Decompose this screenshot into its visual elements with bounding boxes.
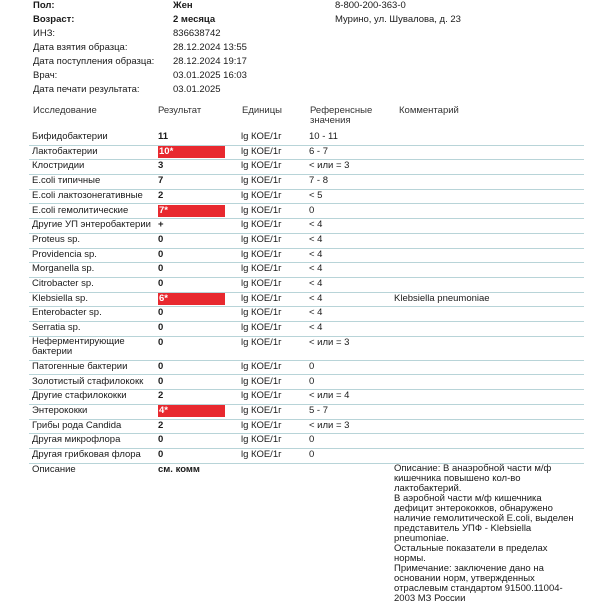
row-name: Serratia sp.: [32, 322, 81, 334]
inz-value: 836638742: [173, 28, 221, 39]
row-reference: < или = 3: [309, 160, 350, 172]
row-reference: 0: [309, 375, 315, 387]
received-date-label: Дата поступления образца:: [33, 56, 155, 67]
table-row: [29, 336, 584, 361]
table-row: [29, 145, 584, 161]
row-result: +: [158, 219, 164, 231]
row-result: 2: [158, 390, 164, 402]
row-result-flagged: 4*: [158, 405, 225, 417]
row-name: Золотистый стафилококк: [32, 375, 144, 387]
row-result: 0: [158, 336, 164, 348]
doctor-label: Врач:: [33, 70, 58, 81]
lab-address: Мурино, ул. Шувалова, д. 23: [335, 14, 461, 25]
lab-phone: 8-800-200-363-0: [335, 0, 406, 11]
row-reference: < 4: [309, 219, 323, 231]
row-unit: lg КОЕ/1г: [241, 233, 282, 245]
table-row: [29, 233, 584, 249]
row-result: 0: [158, 449, 164, 460]
row-unit: lg КОЕ/1г: [241, 278, 282, 289]
row-name: Другие стафилококки: [32, 390, 127, 402]
table-row: [29, 277, 584, 293]
table-row: [29, 248, 584, 264]
row-reference: < или = 3: [309, 419, 350, 431]
row-reference: 7 - 8: [309, 175, 329, 187]
row-result-flagged: 10*: [158, 146, 225, 158]
info-row-doctor: [0, 70, 609, 84]
row-name: Proteus sp.: [32, 233, 81, 245]
sex-label: Пол:: [33, 0, 55, 11]
row-unit: lg КОЕ/1г: [241, 322, 282, 334]
row-result-flagged: 7*: [158, 205, 225, 217]
row-name: Клостридии: [32, 160, 85, 172]
inz-label: ИНЗ:: [33, 28, 56, 39]
row-unit: lg КОЕ/1г: [241, 175, 282, 187]
row-reference: < 4: [309, 263, 323, 275]
age-label: Возраст:: [33, 14, 75, 25]
row-result: 0: [158, 322, 164, 334]
table-row: [29, 389, 584, 405]
row-result: 0: [158, 360, 164, 372]
row-result: 11: [158, 131, 169, 142]
row-reference: 0: [309, 434, 315, 446]
table-row: [29, 174, 584, 190]
print-date-label: Дата печати результата:: [33, 84, 140, 95]
row-unit: lg КОЕ/1г: [241, 434, 282, 446]
row-name: Другая грибковая флора: [32, 449, 141, 460]
table-row: [29, 448, 584, 464]
row-name: Citrobacter sp.: [32, 278, 94, 289]
row-unit: lg КОЕ/1г: [241, 204, 282, 216]
table-row: [29, 204, 584, 220]
table-row: [29, 404, 584, 420]
row-unit: lg КОЕ/1г: [241, 248, 282, 260]
row-result: 2: [158, 419, 164, 431]
row-result: 0: [158, 233, 164, 245]
row-reference: < 5: [309, 189, 323, 201]
row-result-flagged: 6*: [158, 293, 225, 305]
info-row-received: [0, 56, 609, 70]
table-row: [29, 159, 584, 175]
doctor-date-value: 03.01.2025 16:03: [173, 70, 247, 81]
row-unit: lg КОЕ/1г: [241, 390, 282, 402]
row-result: 3: [158, 160, 164, 172]
info-row-sample: [0, 42, 609, 56]
row-unit: lg КОЕ/1г: [241, 263, 282, 275]
table-row: [29, 433, 584, 449]
info-row-age: [0, 14, 609, 28]
row-reference: 6 - 7: [309, 145, 329, 157]
row-name: Другие УП энтеробактерии: [32, 219, 151, 231]
row-name: Klebsiella sp.: [32, 292, 88, 304]
header-reference: Референсные значения: [310, 105, 373, 126]
row-name: E.coli лактозонегативные: [32, 189, 143, 201]
info-row-sex: [0, 0, 609, 14]
row-result: 0: [158, 248, 164, 260]
row-unit: lg КОЕ/1г: [241, 145, 282, 157]
row-reference: < или = 3: [309, 336, 350, 348]
table-row: [29, 218, 584, 234]
row-reference: < 4: [309, 278, 323, 289]
row-result: 0: [158, 307, 164, 319]
row-name: Morganella sp.: [32, 263, 95, 275]
table-row: [29, 130, 584, 146]
row-reference: 0: [309, 204, 315, 216]
row-reference: < или = 4: [309, 390, 350, 402]
row-unit: lg КОЕ/1г: [241, 292, 282, 304]
sample-date-value: 28.12.2024 13:55: [173, 42, 247, 53]
row-unit: lg КОЕ/1г: [241, 307, 282, 319]
age-value: 2 месяца: [173, 14, 216, 25]
row-name: E.coli гемолитические: [32, 204, 129, 216]
row-name: Enterobacter sp.: [32, 307, 102, 319]
header-units: Единицы: [242, 105, 283, 116]
table-row: [29, 321, 584, 337]
row-reference: < 4: [309, 248, 323, 260]
row-result: 0: [158, 434, 164, 446]
row-reference: < 4: [309, 292, 323, 304]
row-reference: 0: [309, 449, 315, 460]
row-unit: lg КОЕ/1г: [241, 219, 282, 231]
row-unit: lg КОЕ/1г: [241, 160, 282, 172]
row-unit: lg КОЕ/1г: [241, 449, 282, 460]
row-unit: lg КОЕ/1г: [241, 419, 282, 431]
header-study: Исследование: [33, 105, 97, 116]
table-row: [29, 306, 584, 322]
description-comment: Описание: В анаэробной части м/ф кишечника повышено кол-во лактобактерий. В аэробной части м/ф кишечника дефицит энтерококков, обнаружено наличие гемолитической E.coli, выделен представитель УПФ - Klebsiella pneumoniae. Остальные показатели в пределах нормы. Примечание: заключение дано на основании норм, утвержденных отраслевым стандартом 91500.11004- 2003 МЗ России: [394, 463, 574, 604]
row-unit: lg КОЕ/1г: [241, 360, 282, 372]
row-reference: 5 - 7: [309, 404, 329, 416]
row-result: 0: [158, 375, 164, 387]
row-reference: 0: [309, 360, 315, 372]
print-date-value: 03.01.2025: [173, 84, 221, 95]
row-name: Энтерококки: [32, 404, 88, 416]
row-name: Лактобактерии: [32, 145, 98, 157]
row-reference: 10 - 11: [309, 131, 338, 142]
description-label: Описание: [32, 464, 76, 475]
row-result: 2: [158, 189, 164, 201]
row-reference: < 4: [309, 307, 323, 319]
row-name: Грибы рода Candida: [32, 419, 122, 431]
row-unit: lg КОЕ/1г: [241, 404, 282, 416]
row-comment: Klebsiella pneumoniae: [394, 292, 490, 304]
row-result: 0: [158, 278, 164, 289]
row-result: 7: [158, 175, 164, 187]
row-result: 0: [158, 263, 164, 275]
info-row-inz: [0, 28, 609, 42]
row-reference: < 4: [309, 233, 323, 245]
received-date-value: 28.12.2024 19:17: [173, 56, 247, 67]
row-name: E.coli типичные: [32, 175, 101, 187]
description-result: см. комм: [158, 464, 200, 475]
row-name: Неферментирующие бактерии: [32, 335, 125, 357]
table-row: [29, 292, 584, 308]
table-row: [29, 419, 584, 435]
row-unit: lg КОЕ/1г: [241, 375, 282, 387]
header-comment: Комментарий: [399, 105, 459, 116]
table-row: [29, 189, 584, 205]
row-name: Другая микрофлора: [32, 434, 121, 446]
header-result: Результат: [158, 105, 202, 116]
row-name: Патогенные бактерии: [32, 360, 128, 372]
info-row-print: [0, 84, 609, 98]
row-unit: lg КОЕ/1г: [241, 336, 282, 348]
sample-date-label: Дата взятия образца:: [33, 42, 128, 53]
row-name: Providencia sp.: [32, 248, 97, 260]
row-unit: lg КОЕ/1г: [241, 131, 282, 142]
sex-value: Жен: [173, 0, 193, 11]
row-name: Бифидобактерии: [32, 131, 108, 142]
table-row: [29, 360, 584, 376]
row-reference: < 4: [309, 322, 323, 334]
table-row: [29, 375, 584, 391]
row-unit: lg КОЕ/1г: [241, 189, 282, 201]
table-row: [29, 262, 584, 278]
